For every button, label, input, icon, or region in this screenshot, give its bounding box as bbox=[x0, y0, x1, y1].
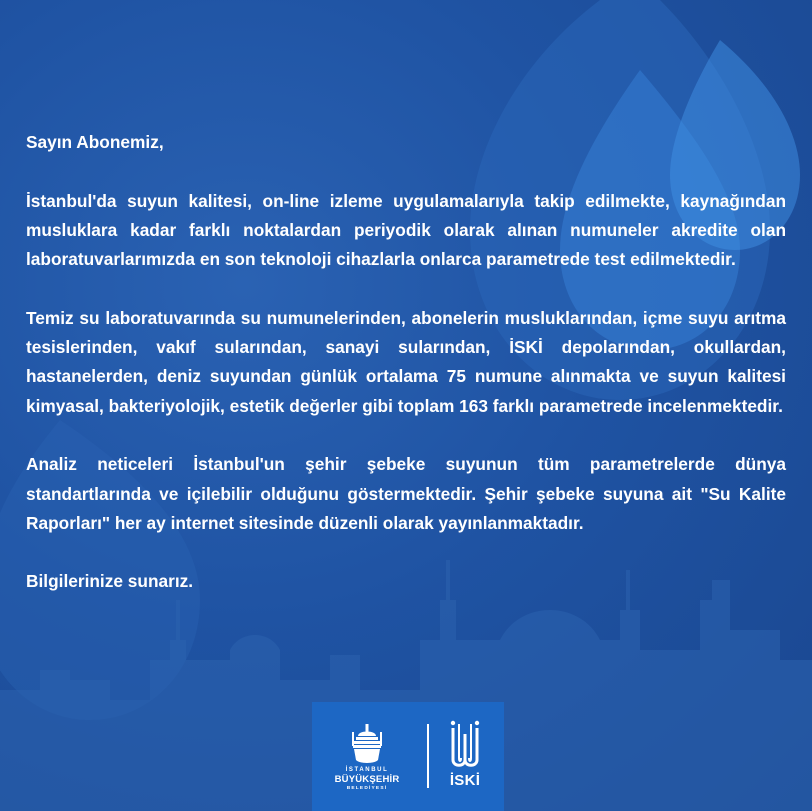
footer-logo-box bbox=[312, 702, 504, 811]
greeting: Sayın Abonemiz, bbox=[26, 132, 164, 152]
iski-mark-icon bbox=[449, 720, 481, 770]
paragraph-2: Temiz su laboratuvarında su numunelerinden, abonelerin musluklarından, içme suyu arıtma tesislerinden, vakıf sularından, sanayi sularından, İSKİ depolarından, okullardan, hastanelerden, deniz suyundan günlük ortalama 75 numune alınmakta ve suyun kalitesi kimyasal, bakteriyolojik, estetik değerler gibi toplam 163 farklı parametrede incelenmektedir. bbox=[26, 307, 786, 416]
iski-wordmark: İSKİ bbox=[449, 772, 481, 789]
ibb-name-line3: BELEDİYESİ bbox=[346, 786, 388, 791]
ibb-name-line2: BÜYÜKŞEHİR bbox=[334, 774, 400, 785]
paragraph-1: İstanbul'da suyun kalitesi, on-line izleme uygulamalarıyla takip edilmekte, kaynağından musluklara kadar farklı noktalardan periyodik olarak alınan numuneler akredite olan laboratuvarlarımızda en son teknoloji cihazlarla onlarca parametrede test edilmektedir. bbox=[26, 190, 786, 270]
ibb-logo bbox=[312, 724, 422, 804]
ibb-emblem-icon bbox=[352, 724, 382, 764]
logo-divider bbox=[427, 724, 429, 788]
ibb-name-line1: İSTANBUL bbox=[345, 767, 389, 773]
paragraph-3: Analiz neticeleri İstanbul'un şehir şebeke suyunun tüm parametrelerde dünya standartlarında ve içilebilir olduğunu göstermektedir. Şehir şebeke suyuna ait "Su Kalite Raporları" her ay internet sitesinde düzenli olarak yayınlanmaktadır. bbox=[26, 454, 786, 533]
iski-logo bbox=[445, 720, 485, 800]
closing: Bilgilerinize sunarız. bbox=[26, 571, 194, 592]
letter-body bbox=[26, 128, 786, 597]
